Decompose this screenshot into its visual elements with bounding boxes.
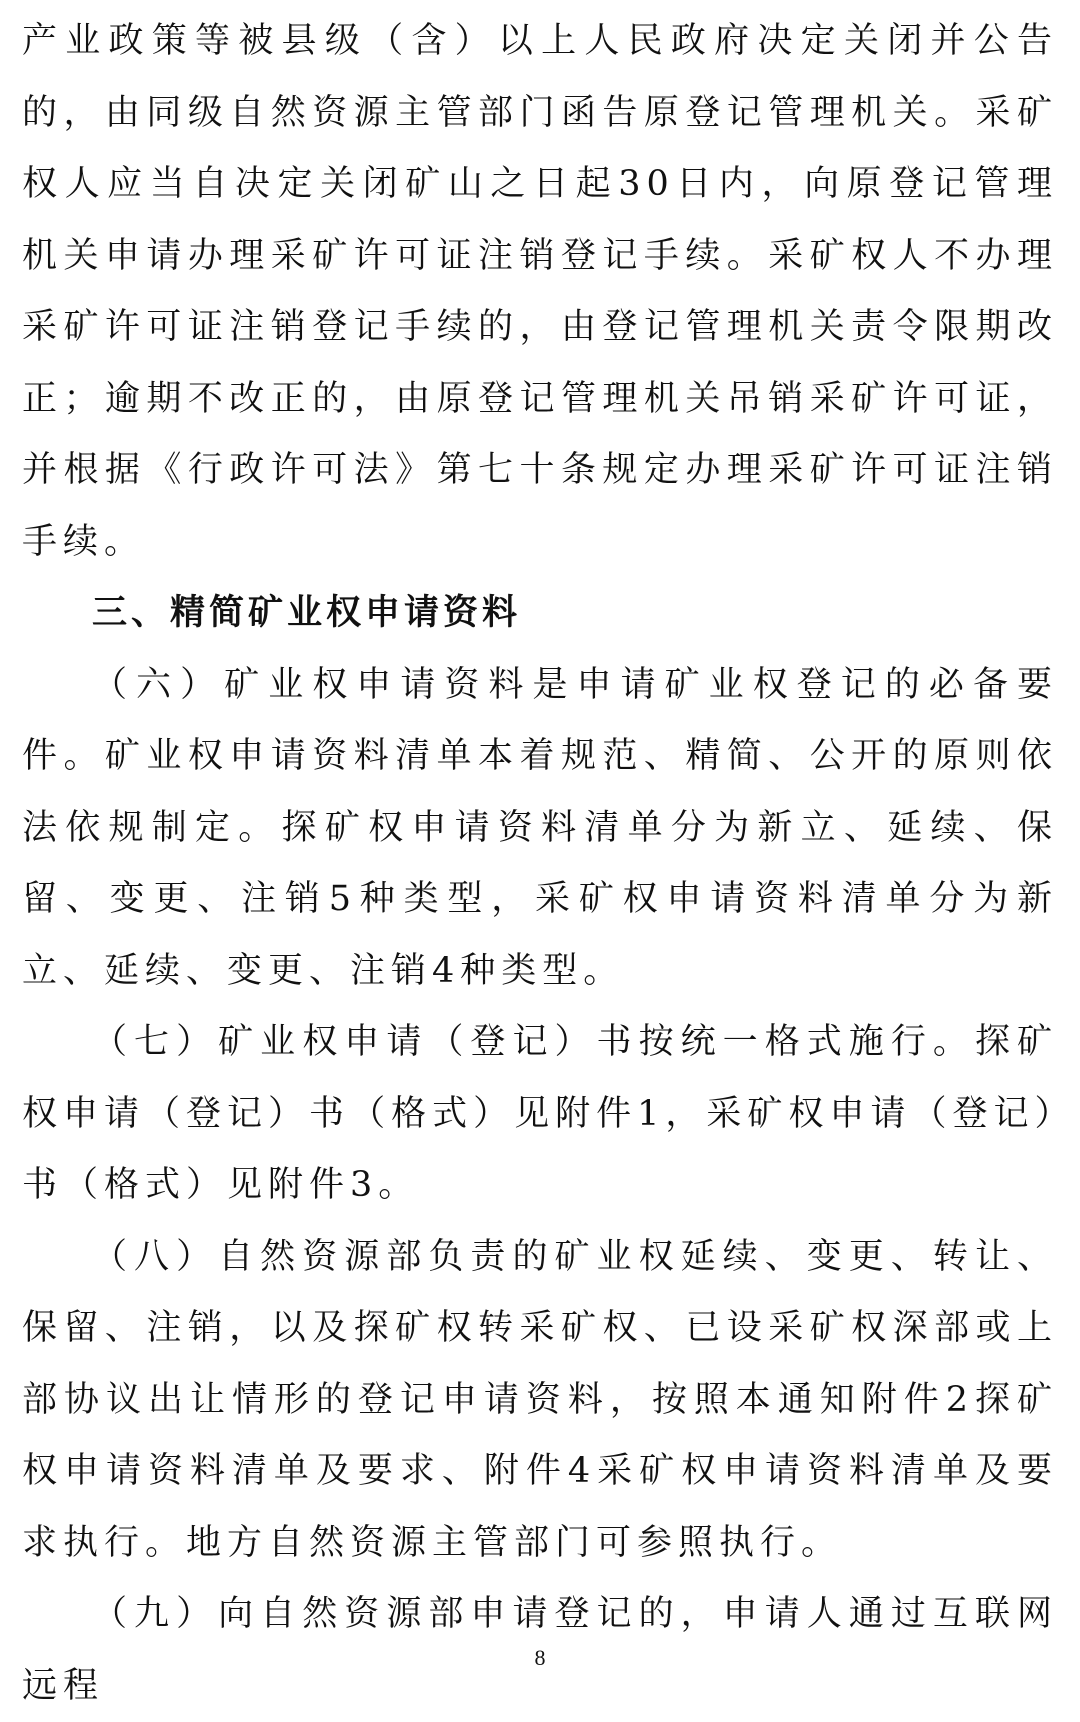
paragraph-closure-cancellation: 产业政策等被县级（含）以上人民政府决定关闭并公告的，由同级自然资源主管部门函告原登记管理机关。采矿权人应当自决定关闭矿山之日起30日内，向原登记管理机关申请办理采矿许可证注销登记手续。采矿权人不办理采矿许可证注销登记手续的，由登记管理机关责令限期改正；逾期不改正的，由原登记管理机关吊销采矿许可证，并根据《行政许可法》第七十条规定办理采矿许可证注销手续。: [22, 21, 1058, 562]
paragraph-item-8: （八）自然资源部负责的矿业权延续、变更、转让、保留、注销，以及探矿权转采矿权、已设采矿权深部或上部协议出让情形的登记申请资料，按照本通知附件2探矿权申请资料清单及要求、附件4采矿权申请资料清单及要求执行。地方自然资源主管部门可参照执行。: [22, 1236, 1058, 1563]
document-body: [22, 6, 1058, 1722]
paragraph-item-7: （七）矿业权申请（登记）书按统一格式施行。探矿权申请（登记）书（格式）见附件1，采矿权申请（登记）书（格式）见附件3。: [22, 1022, 1058, 1205]
paragraph-item-6: （六）矿业权申请资料是申请矿业权登记的必备要件。矿业权申请资料清单本着规范、精简、公开的原则依法依规制定。探矿权申请资料清单分为新立、延续、保留、变更、注销5种类型，采矿权申请资料清单分为新立、延续、变更、注销4种类型。: [22, 664, 1058, 991]
paragraph-item-9: （九）向自然资源部申请登记的，申请人通过互联网远程: [22, 1594, 1058, 1706]
section-heading-simplify-application: 三、精简矿业权申请资料: [92, 593, 522, 633]
page-number: 8: [534, 1645, 546, 1670]
